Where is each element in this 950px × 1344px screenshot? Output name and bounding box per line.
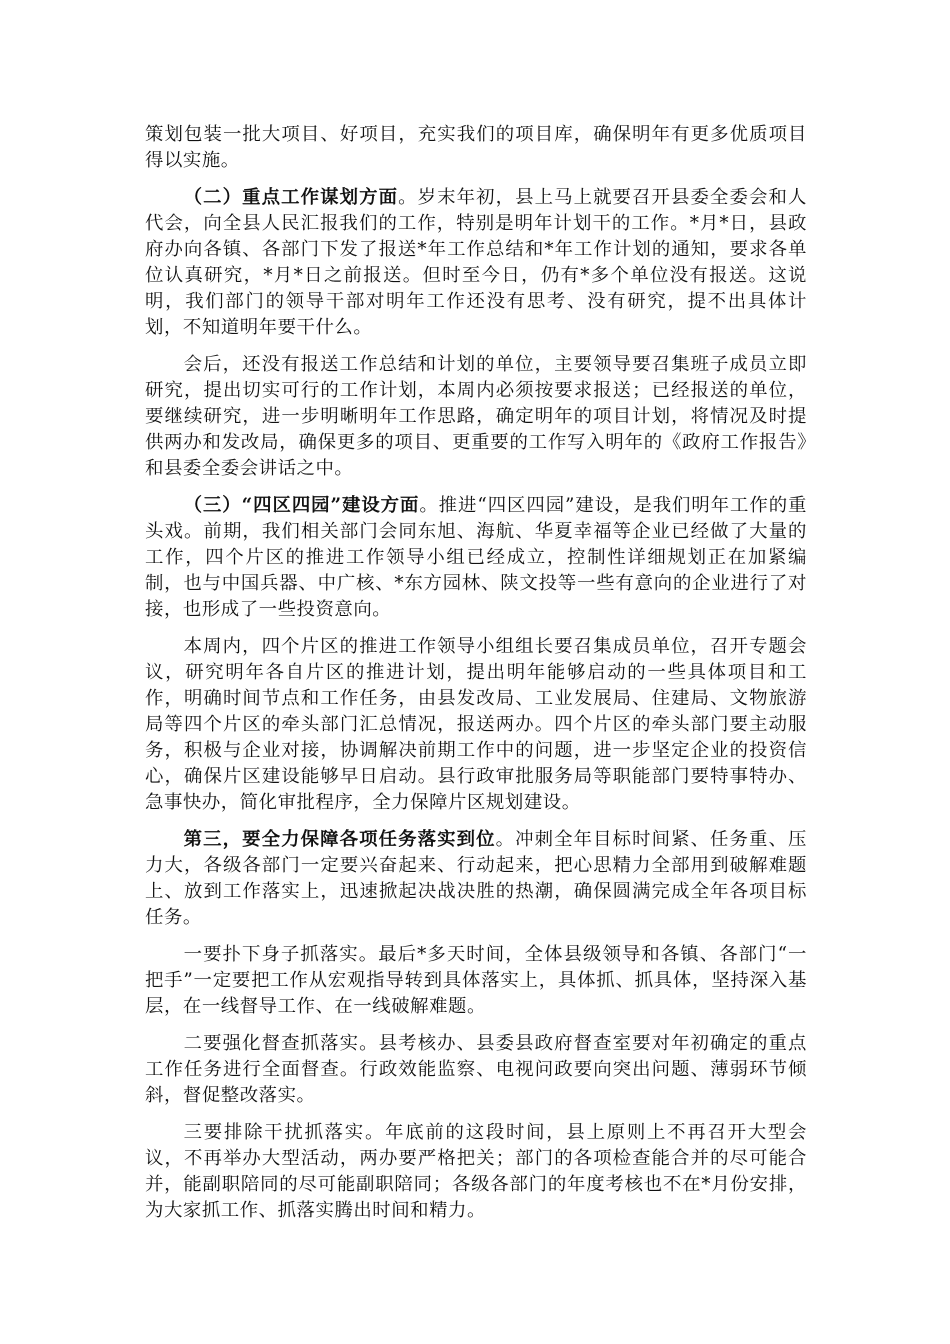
paragraph-text: 一要扑下身子抓落实。最后*多天时间，全体县级领导和各镇、各部门“一把手”一定要把工作从宏观指导转到具体落实上，具体抓、抓具体，坚持深入基层，在一线督导工作、在一线破解难题。 — [145, 944, 807, 1017]
paragraph-implement-one — [145, 942, 807, 1020]
paragraph-key-work-planning — [145, 185, 807, 341]
paragraph-continuation — [145, 122, 807, 174]
paragraph-text: 。岁末年初，县上马上就要召开县委全委会和人代会，向全县人民汇报我们的工作，特别是明年计划干的工作。*月*日，县政府办向各镇、各部门下发了报送*年工作总结和*年工作计划的通知，要求各单位认真研究，*月*日之前报送。但时至今日，仍有*多个单位没有报送。这说明，我们部门的领导干部对明年工作还没有思考、没有研究，提不出具体计划，不知道明年要干什么。 — [145, 187, 807, 338]
document-page — [145, 122, 807, 1235]
paragraph-four-zones — [145, 493, 807, 623]
section-heading: （三）“四区四园”建设方面 — [183, 495, 420, 516]
paragraph-text: 本周内，四个片区的推进工作领导小组组长要召集成员单位，召开专题会议，研究明年各自片区的推进计划，提出明年能够启动的一些具体项目和工作，明确时间节点和工作任务，由县发改局、工业发展局、住建局、文物旅游局等四个片区的牵头部门汇总情况，报送两办。四个片区的牵头部门要主动服务，积极与企业对接，协调解决前期工作中的问题，进一步坚定企业的投资信心，确保片区建设能够早日启动。县行政审批服务局等职能部门要特事特办、急事快办，简化审批程序，全力保障片区规划建设。 — [145, 636, 807, 813]
paragraph-zone-meetings — [145, 634, 807, 816]
paragraph-text: 二要强化督查抓落实。县考核办、县委县政府督查室要对年初确定的重点工作任务进行全面督查。行政效能监察、电视问政要向突出问题、薄弱环节倾斜，督促整改落实。 — [145, 1033, 807, 1106]
section-heading: 第三，要全力保障各项任务落实到位 — [183, 829, 496, 850]
paragraph-text: 三要排除干扰抓落实。年底前的这段时间，县上原则上不再召开大型会议，不再举办大型活动，两办要严格把关；部门的各项检查能合并的尽可能合并，能副职陪同的尽可能副职陪同；各级各部门的年度考核也不在*月份安排，为大家抓工作、抓落实腾出时间和精力。 — [145, 1122, 807, 1221]
paragraph-text: 。推进“四区四园”建设，是我们明年工作的重头戏。前期，我们相关部门会同东旭、海航、华夏幸福等企业已经做了大量的工作，四个片区的推进工作领导小组已经成立，控制性详细规划正在加紧编制，也与中国兵器、中广核、*东方园林、陕文投等一些有意向的企业进行了对接，也形成了一些投资意向。 — [145, 495, 807, 620]
paragraph-third-point — [145, 827, 807, 931]
paragraph-report-submission — [145, 352, 807, 482]
paragraph-text: 策划包装一批大项目、好项目，充实我们的项目库，确保明年有更多优质项目得以实施。 — [145, 124, 807, 171]
paragraph-implement-three — [145, 1120, 807, 1224]
section-heading: （二）重点工作谋划方面 — [183, 187, 399, 208]
paragraph-text: 会后，还没有报送工作总结和计划的单位，主要领导要召集班子成员立即研究，提出切实可行的工作计划，本周内必须按要求报送；已经报送的单位，要继续研究，进一步明晰明年工作思路，确定明年的项目计划，将情况及时提供两办和发改局，确保更多的项目、更重要的工作写入明年的《政府工作报告》和县委全委会讲话之中。 — [145, 354, 807, 479]
paragraph-implement-two — [145, 1031, 807, 1109]
paragraph-text: 。冲刺全年目标时间紧、任务重、压力大，各级各部门一定要兴奋起来、行动起来，把心思精力全部用到破解难题上、放到工作落实上，迅速掀起决战决胜的热潮，确保圆满完成全年各项目标任务。 — [145, 829, 807, 928]
